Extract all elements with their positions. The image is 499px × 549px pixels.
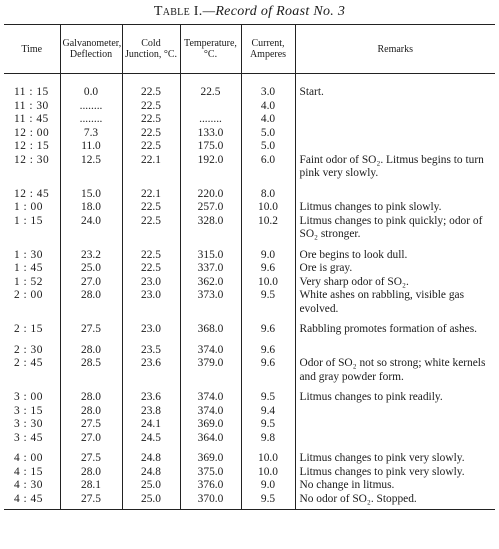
cell-remarks: Litmus changes to pink very slowly. [295,466,495,480]
table-row [4,276,495,290]
cell-temperature: 220.0 [180,181,241,202]
column-header-cold-junction: Cold Junction, °C. [122,25,180,74]
cell-time: 2 : 15 [14,323,43,335]
cell-galvanometer: 12.5 [60,154,122,181]
table-row [4,113,495,127]
cell-time: 4 : 45 [4,493,60,510]
cell-cold-junction: 22.1 [122,154,180,181]
cell-current: 5.0 [241,140,295,154]
cell-cold-junction: 22.5 [122,74,180,100]
cell-cold-junction: 23.5 [122,337,180,358]
cell-time: 3 : 30 [14,418,43,430]
cell-current: 8.0 [241,181,295,202]
cell-remarks: Litmus changes to pink very slowly. [295,445,495,466]
cell-galvanometer: ........ [60,113,122,127]
cell-remarks [295,140,495,154]
cell-time: 2 : 45 [14,357,43,369]
cell-current: 9.4 [241,405,295,419]
cell-time: 4 : 30 [14,479,43,491]
cell-temperature: 257.0 [180,201,241,215]
cell-temperature: 376.0 [180,479,241,493]
table-row [4,445,495,466]
cell-current: 10.0 [241,445,295,466]
cell-remarks: Faint odor of SO₂. Litmus begins to turn pink very slowly. [295,154,495,181]
cell-temperature: 369.0 [180,418,241,432]
cell-time: 12 : 00 [14,126,50,139]
column-header-current: Current, Amperes [241,25,295,74]
cell-galvanometer: 15.0 [60,181,122,202]
cell-cold-junction: 25.0 [122,479,180,493]
cell-current: 4.0 [241,113,295,127]
cell-temperature: 374.0 [180,405,241,419]
table-title-caption: —Record of Roast No. 3 [202,4,346,19]
cell-current: 9.6 [241,262,295,276]
cell-current: 9.5 [241,418,295,432]
cell-remarks: Very sharp odor of SO₂. [295,276,495,290]
cell-galvanometer: 28.1 [60,479,122,493]
cell-cold-junction: 22.5 [122,127,180,141]
cell-current: 9.0 [241,242,295,263]
cell-temperature: 375.0 [180,466,241,480]
cell-temperature: 374.0 [180,337,241,358]
table-row [4,100,495,114]
cell-time: 11 : 30 [14,99,49,112]
cell-cold-junction: 23.8 [122,405,180,419]
cell-time: 12 : 30 [14,153,50,166]
cell-remarks: Litmus changes to pink readily. [295,384,495,405]
cell-temperature [180,100,241,114]
cell-temperature: 22.5 [180,74,241,100]
cell-time: 2 : 30 [14,343,43,356]
cell-current: 9.5 [241,289,295,316]
cell-current: 10.0 [241,276,295,290]
cell-remarks [295,405,495,419]
cell-time: 1 : 45 [14,262,43,274]
roast-record-table [4,24,495,510]
cell-temperature: 337.0 [180,262,241,276]
cell-temperature: ........ [180,113,241,127]
cell-time: 12 : 15 [14,140,50,152]
cell-galvanometer: 7.3 [60,127,122,141]
cell-cold-junction: 22.5 [122,113,180,127]
cell-time: 2 : 00 [14,289,43,301]
cell-remarks: White ashes on rabbling, visible gas evolved. [295,289,495,316]
cell-current: 10.2 [241,215,295,242]
cell-time: 11 : 15 [14,86,49,98]
cell-galvanometer: 27.5 [60,316,122,337]
table-row [4,74,495,100]
cell-time: 1 : 00 [14,201,43,213]
cell-remarks: Odor of SO₂ not so strong; white kernels and gray powder form. [295,357,495,384]
table-row [4,201,495,215]
cell-current: 3.0 [241,74,295,100]
table-row [4,316,495,337]
cell-galvanometer: 28.0 [60,405,122,419]
cell-current: 4.0 [241,100,295,114]
cell-cold-junction: 22.5 [122,201,180,215]
cell-galvanometer: 27.5 [60,493,122,510]
cell-cold-junction: 22.5 [122,242,180,263]
cell-remarks [295,432,495,446]
cell-galvanometer: 18.0 [60,201,122,215]
table-row [4,289,495,316]
column-header-galvanometer: Galvanometer, Deflection [60,25,122,74]
cell-remarks [295,127,495,141]
cell-temperature: 192.0 [180,154,241,181]
cell-galvanometer: 24.0 [60,215,122,242]
column-header-temperature: Temperature, °C. [180,25,241,74]
column-header-remarks: Remarks [295,25,495,74]
cell-temperature: 362.0 [180,276,241,290]
cell-cold-junction: 23.6 [122,384,180,405]
cell-cold-junction: 24.1 [122,418,180,432]
cell-cold-junction: 24.8 [122,445,180,466]
table-header-row [4,25,495,74]
table-title [0,4,499,20]
cell-current: 9.8 [241,432,295,446]
table-row [4,432,495,446]
cell-remarks: No change in litmus. [295,479,495,493]
cell-temperature: 328.0 [180,215,241,242]
cell-cold-junction: 23.0 [122,289,180,316]
cell-current: 10.0 [241,201,295,215]
cell-temperature: 373.0 [180,289,241,316]
cell-galvanometer: 27.0 [60,432,122,446]
table-row [4,262,495,276]
cell-remarks [295,181,495,202]
cell-remarks: Ore is gray. [295,262,495,276]
cell-current: 6.0 [241,154,295,181]
cell-cold-junction: 22.5 [122,262,180,276]
cell-current: 9.5 [241,384,295,405]
cell-remarks: Ore begins to look dull. [295,242,495,263]
cell-remarks [295,418,495,432]
cell-cold-junction: 24.5 [122,432,180,446]
cell-galvanometer: 28.0 [60,384,122,405]
cell-cold-junction: 23.0 [122,276,180,290]
table-row [4,384,495,405]
cell-time: 3 : 15 [14,404,43,417]
cell-time: 4 : 15 [14,465,43,478]
cell-temperature: 379.0 [180,357,241,384]
cell-remarks: No odor of SO₂. Stopped. [295,493,495,510]
cell-time: 4 : 00 [14,452,43,464]
cell-current: 9.0 [241,479,295,493]
cell-cold-junction: 22.1 [122,181,180,202]
cell-galvanometer: 25.0 [60,262,122,276]
table-row [4,466,495,480]
cell-cold-junction: 25.0 [122,493,180,510]
table-row [4,127,495,141]
table-row [4,242,495,263]
cell-temperature: 374.0 [180,384,241,405]
table-row [4,181,495,202]
cell-current: 9.6 [241,357,295,384]
cell-cold-junction: 22.5 [122,100,180,114]
cell-galvanometer: 0.0 [60,74,122,100]
table-row [4,418,495,432]
cell-galvanometer: 27.5 [60,418,122,432]
cell-current: 5.0 [241,127,295,141]
table-row [4,154,495,181]
cell-time: 1 : 30 [14,248,43,261]
cell-current: 9.5 [241,493,295,510]
cell-remarks: Litmus changes to pink slowly. [295,201,495,215]
cell-cold-junction: 23.6 [122,357,180,384]
cell-remarks: Rabbling promotes formation of ashes. [295,316,495,337]
cell-temperature: 369.0 [180,445,241,466]
cell-remarks: Litmus changes to pink quickly; odor of SO₂ stronger. [295,215,495,242]
cell-current: 9.6 [241,316,295,337]
cell-cold-junction: 22.5 [122,140,180,154]
table-row [4,493,495,510]
table-title-prefix: Table I. [153,4,203,19]
cell-temperature: 364.0 [180,432,241,446]
cell-cold-junction: 24.8 [122,466,180,480]
cell-remarks [295,113,495,127]
cell-temperature: 133.0 [180,127,241,141]
table-row [4,357,495,384]
cell-cold-junction: 23.0 [122,316,180,337]
cell-temperature: 315.0 [180,242,241,263]
cell-current: 9.6 [241,337,295,358]
cell-remarks [295,337,495,358]
cell-time: 1 : 52 [14,275,43,288]
cell-time: 12 : 45 [14,187,50,200]
cell-temperature: 370.0 [180,493,241,510]
table-row [4,140,495,154]
cell-galvanometer: 27.0 [60,276,122,290]
cell-remarks: Start. [295,74,495,100]
cell-time: 3 : 00 [14,391,43,403]
cell-galvanometer: 28.5 [60,357,122,384]
cell-time: 1 : 15 [14,214,43,227]
table-body [4,74,495,510]
cell-galvanometer: 11.0 [60,140,122,154]
table-row [4,479,495,493]
cell-galvanometer: 23.2 [60,242,122,263]
cell-time: 3 : 45 [14,431,43,444]
cell-cold-junction: 22.5 [122,215,180,242]
cell-time: 11 : 45 [14,113,49,125]
table-row [4,405,495,419]
cell-galvanometer: 28.0 [60,289,122,316]
table-row [4,215,495,242]
cell-galvanometer: ........ [60,100,122,114]
cell-galvanometer: 28.0 [60,466,122,480]
column-header-time: Time [4,25,60,74]
table-row [4,337,495,358]
cell-current: 10.0 [241,466,295,480]
cell-temperature: 175.0 [180,140,241,154]
cell-galvanometer: 28.0 [60,337,122,358]
cell-temperature: 368.0 [180,316,241,337]
cell-galvanometer: 27.5 [60,445,122,466]
cell-remarks [295,100,495,114]
